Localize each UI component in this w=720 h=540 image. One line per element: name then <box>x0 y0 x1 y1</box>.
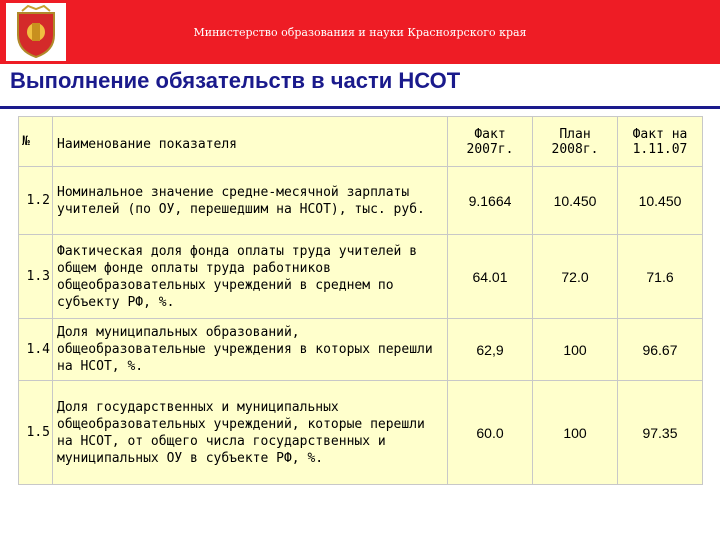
row-plan-2008: 100 <box>533 319 618 381</box>
table-row <box>19 319 703 381</box>
column-header-fact-2007: Факт 2007г. <box>448 117 533 167</box>
column-header-fact-nov: Факт на 1.11.07 <box>618 117 703 167</box>
indicators-table <box>18 116 703 485</box>
row-fact-nov: 97.35 <box>618 381 703 485</box>
header-bar <box>0 0 720 64</box>
table-row <box>19 235 703 319</box>
row-fact-2007: 64.01 <box>448 235 533 319</box>
row-fact-2007: 9.1664 <box>448 167 533 235</box>
column-header-plan-2008: План 2008г. <box>533 117 618 167</box>
row-fact-nov: 10.450 <box>618 167 703 235</box>
row-number: 1.5 <box>19 381 53 485</box>
column-header-name: Наименование показателя <box>53 117 448 167</box>
header-title: Министерство образования и науки Красноярского края <box>193 26 527 39</box>
table-row <box>19 381 703 485</box>
row-name: Доля государственных и муниципальных общеобразовательных учреждений, которые перешли на НСОТ, от общего числа государственных и муниципальных ОУ в субъекте РФ, %. <box>53 381 448 485</box>
row-fact-nov: 71.6 <box>618 235 703 319</box>
row-plan-2008: 72.0 <box>533 235 618 319</box>
row-fact-2007: 62,9 <box>448 319 533 381</box>
row-name: Фактическая доля фонда оплаты труда учителей в общем фонде оплаты труда работников общеобразовательных учреждений в среднем по субъекту РФ, %. <box>53 235 448 319</box>
row-number: 1.2 <box>19 167 53 235</box>
row-number: 1.3 <box>19 235 53 319</box>
row-fact-2007: 60.0 <box>448 381 533 485</box>
row-name: Номинальное значение средне-месячной зарплаты учителей (по ОУ, перешедшим на НСОТ), тыс. руб. <box>53 167 448 235</box>
row-fact-nov: 96.67 <box>618 319 703 381</box>
column-header-number: № <box>19 117 53 167</box>
row-plan-2008: 100 <box>533 381 618 485</box>
table-row <box>19 167 703 235</box>
row-plan-2008: 10.450 <box>533 167 618 235</box>
row-number: 1.4 <box>19 319 53 381</box>
table-header-row <box>19 117 703 167</box>
title-divider <box>0 106 720 109</box>
row-name: Доля муниципальных образований, общеобразовательные учреждения в которых перешли на НСОТ, %. <box>53 319 448 381</box>
slide-title: Выполнение обязательств в части НСОТ <box>10 68 461 93</box>
